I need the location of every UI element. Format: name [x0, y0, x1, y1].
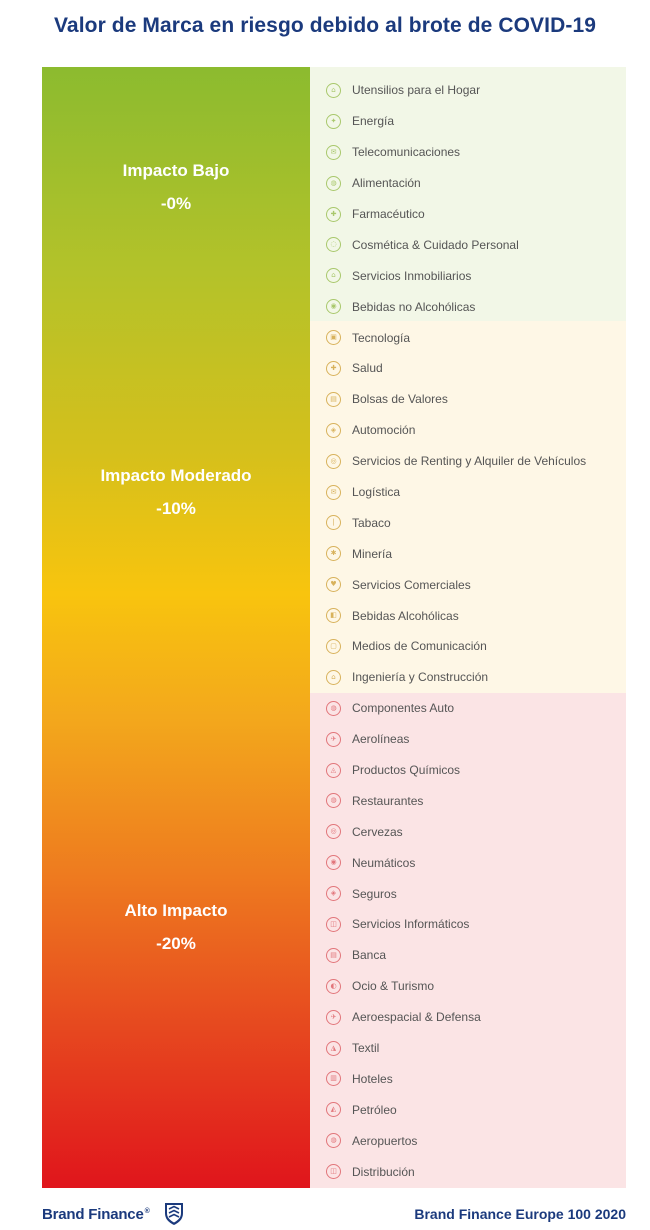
insurance-icon: ◈: [326, 886, 341, 901]
list-item: [310, 415, 626, 446]
stock-exchange-icon: ▤: [326, 392, 341, 407]
sector-label: Farmacéutico: [352, 207, 425, 221]
sector-list: [310, 75, 626, 1187]
sector-label: Alimentación: [352, 176, 421, 191]
sector-label: Distribución: [352, 1164, 415, 1179]
list-item: [310, 1125, 626, 1156]
list-item: [310, 971, 626, 1002]
cosmetics-icon: ◌: [326, 237, 341, 252]
sector-label: Minería: [352, 546, 393, 561]
airports-icon: ◍: [326, 1133, 341, 1148]
list-item: [310, 446, 626, 477]
tier-high-value: -20%: [156, 934, 196, 953]
brand-finance-logo: Brand Finance®: [42, 1205, 150, 1223]
impact-gradient-bar: [42, 67, 310, 1188]
list-item: [310, 755, 626, 786]
list-item: [310, 353, 626, 384]
sector-label: Petróleo: [352, 1102, 397, 1117]
sector-label: Ocio & Turismo: [352, 979, 435, 994]
sector-label: Tecnología: [352, 330, 411, 345]
tier-low: [42, 161, 310, 214]
tobacco-icon: ❘: [326, 515, 341, 530]
list-item: [310, 291, 626, 322]
sector-label: Energía: [352, 114, 395, 129]
chemicals-icon: ◬: [326, 763, 341, 778]
energy-icon: ✦: [326, 114, 341, 129]
car-rental-icon: ◎: [326, 454, 341, 469]
sector-label: Bolsas de Valores: [352, 392, 448, 407]
list-item: [310, 662, 626, 693]
hotels-icon: ▥: [326, 1071, 341, 1086]
restaurants-icon: ◍: [326, 793, 341, 808]
shield-crest-icon: [164, 1202, 184, 1226]
list-item: [310, 137, 626, 168]
sector-label: Seguros: [352, 886, 397, 901]
sector-label: Logística: [352, 485, 401, 500]
list-item: [310, 1156, 626, 1187]
beers-icon: ◎: [326, 824, 341, 839]
tier-high-label: Alto Impacto: [124, 901, 228, 920]
sector-label: Bebidas Alcohólicas: [352, 608, 459, 623]
list-item: [310, 878, 626, 909]
list-item: [310, 1033, 626, 1064]
logistics-icon: ✉: [326, 485, 341, 500]
list-item: [310, 538, 626, 569]
list-item: [310, 631, 626, 662]
list-item: [310, 693, 626, 724]
automotive-icon: ◈: [326, 423, 341, 438]
brand-logo: [42, 1202, 184, 1226]
banking-icon: ▤: [326, 948, 341, 963]
list-item: [310, 260, 626, 291]
sector-label: Restaurantes: [352, 793, 424, 808]
auto-components-icon: ◍: [326, 701, 341, 716]
sector-label: Neumáticos: [352, 855, 416, 870]
sector-label: Componentes Auto: [352, 701, 455, 716]
pharma-icon: ✚: [326, 207, 341, 222]
sector-label: Productos Químicos: [352, 763, 461, 778]
list-item: [310, 724, 626, 755]
list-item: [310, 1064, 626, 1095]
list-item: [310, 322, 626, 353]
sector-label: Aeroespacial & Defensa: [352, 1010, 481, 1025]
sector-label: Telecomunicaciones: [352, 145, 461, 160]
sector-label: Utensilios para el Hogar: [352, 83, 481, 98]
list-item: [310, 229, 626, 260]
construction-icon: ⌂: [326, 670, 341, 685]
alcoholic-drinks-icon: ◧: [326, 608, 341, 623]
household-icon: ⌂: [326, 83, 341, 98]
mining-icon: ✱: [326, 546, 341, 561]
real-estate-icon: ⌂: [326, 268, 341, 283]
list-item: [310, 106, 626, 137]
list-item: [310, 477, 626, 508]
list-item: [310, 909, 626, 940]
media-icon: ▢: [326, 639, 341, 654]
list-item: [310, 940, 626, 971]
sector-label: Automoción: [352, 423, 416, 438]
list-item: [310, 384, 626, 415]
sector-label: Servicios Comerciales: [352, 577, 471, 592]
list-item: [310, 816, 626, 847]
list-item: [310, 1094, 626, 1125]
commercial-services-icon: ♥: [326, 577, 341, 592]
telecom-icon: ✉: [326, 145, 341, 160]
apparel-icon: ◮: [326, 1041, 341, 1056]
tyres-icon: ◉: [326, 855, 341, 870]
sector-label: Aerolíneas: [352, 732, 410, 747]
sector-label: Cervezas: [352, 824, 403, 839]
sector-label: Banca: [352, 948, 387, 963]
list-item: [310, 569, 626, 600]
list-item: [310, 1002, 626, 1033]
sector-label: Bebidas no Alcohólicas: [352, 299, 476, 314]
list-item: [310, 168, 626, 199]
list-item: [310, 199, 626, 230]
technology-icon: ▣: [326, 330, 341, 345]
sector-label: Hoteles: [352, 1071, 393, 1086]
sector-label: Textil: [352, 1041, 380, 1056]
sector-label: Tabaco: [352, 515, 391, 530]
sector-label: Servicios de Renting y Alquiler de Vehículos: [352, 454, 587, 469]
sector-label: Aeropuertos: [352, 1133, 418, 1148]
list-item: [310, 75, 626, 106]
aerospace-icon: ✈: [326, 1010, 341, 1025]
tier-moderate: [42, 466, 310, 519]
airlines-icon: ✈: [326, 732, 341, 747]
report-title: Brand Finance Europe 100 2020: [414, 1206, 626, 1222]
list-item: [310, 847, 626, 878]
soft-drinks-icon: ◉: [326, 299, 341, 314]
health-icon: ✚: [326, 361, 341, 376]
sector-label: Salud: [352, 361, 383, 376]
it-services-icon: ◫: [326, 917, 341, 932]
tier-low-label: Impacto Bajo: [122, 161, 230, 180]
food-icon: ◍: [326, 176, 341, 191]
sector-label: Cosmética & Cuidado Personal: [352, 237, 519, 252]
retail-icon: ◫: [326, 1164, 341, 1179]
tier-high: [42, 901, 310, 954]
list-item: [310, 507, 626, 538]
oil-icon: ◭: [326, 1102, 341, 1117]
tier-low-value: -0%: [160, 194, 192, 213]
list-item: [310, 600, 626, 631]
sector-label: Medios de Comunicación: [352, 639, 487, 654]
leisure-tourism-icon: ◐: [326, 979, 341, 994]
sector-label: Servicios Inmobiliarios: [352, 268, 472, 283]
sector-label: Ingeniería y Construcción: [352, 670, 489, 685]
sector-label: Servicios Informáticos: [352, 917, 470, 932]
tier-moderate-value: -10%: [156, 499, 196, 518]
tier-moderate-label: Impacto Moderado: [100, 466, 252, 485]
list-item: [310, 785, 626, 816]
page-title: Valor de Marca en riesgo debido al brote de COVID-19: [53, 14, 596, 37]
